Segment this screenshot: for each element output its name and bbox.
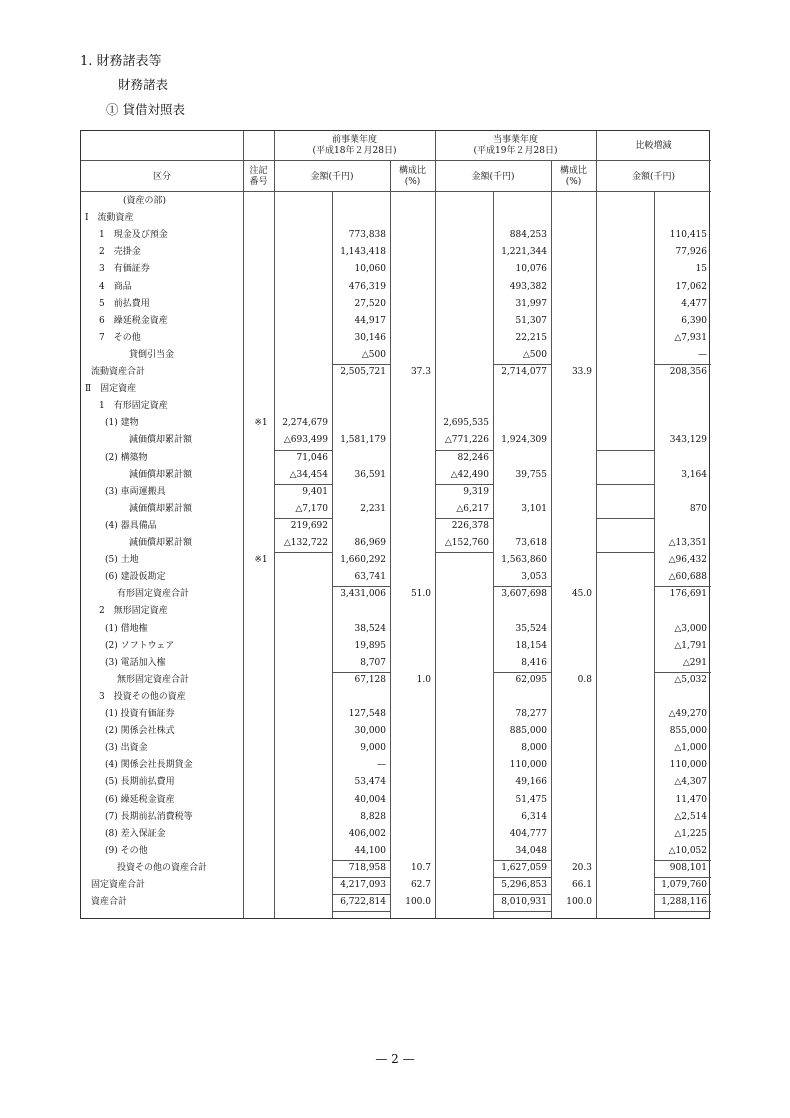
group-rule xyxy=(435,450,493,451)
row-label: 7 その他 xyxy=(99,332,141,343)
group-rule xyxy=(274,450,332,451)
amount-cell: 86,969 xyxy=(354,538,386,548)
amount-cell: 1,143,418 xyxy=(340,247,386,258)
amount-cell: 110,000 xyxy=(509,760,547,771)
table-row xyxy=(81,621,711,638)
amount-cell: △1,225 xyxy=(674,828,707,839)
ratio-cell: 66.1 xyxy=(571,880,592,890)
amount-cell: — xyxy=(698,349,707,360)
amount-cell: △6,217 xyxy=(456,503,489,514)
amount-cell: △60,688 xyxy=(668,572,707,583)
row-label: 6 繰延税金資産 xyxy=(99,315,168,326)
amount-cell: 8,010,931 xyxy=(501,897,547,908)
table-row xyxy=(81,501,711,518)
amount-cell: 404,777 xyxy=(509,828,547,839)
row-label: 投資その他の資産合計 xyxy=(117,862,208,873)
row-label: (2) 構築物 xyxy=(105,452,148,463)
table-row xyxy=(81,774,711,791)
table-row xyxy=(81,227,711,244)
amount-cell: △152,760 xyxy=(444,538,489,548)
table-row xyxy=(81,655,711,672)
note-ref: ※1 xyxy=(254,555,268,566)
section-heading: 1. 財務諸表等 xyxy=(80,54,162,69)
row-label: 貸倒引当金 xyxy=(129,349,175,360)
table-row xyxy=(81,210,711,227)
amount-cell: 1,660,292 xyxy=(340,555,386,566)
row-label: Ⅱ 固定資産 xyxy=(85,384,137,395)
total-rule xyxy=(493,672,551,673)
amount-cell: △1,791 xyxy=(674,640,707,651)
amount-cell: 3,607,698 xyxy=(501,589,547,600)
amount-cell: 3,164 xyxy=(681,469,707,480)
amount-cell: 493,382 xyxy=(509,281,547,292)
ratio-cell: 51.0 xyxy=(410,589,431,600)
table-row xyxy=(81,535,711,552)
amount-cell: 2,695,535 xyxy=(443,418,489,429)
group-rule xyxy=(596,484,654,485)
amount-cell: 39,755 xyxy=(515,469,547,480)
row-label: 減価償却累計額 xyxy=(129,538,193,548)
amount-cell: 1,924,309 xyxy=(501,435,547,446)
amount-cell: 51,307 xyxy=(515,315,547,326)
header-curr-period xyxy=(435,135,596,157)
amount-cell: 2,505,721 xyxy=(340,367,386,377)
amount-cell: 62,095 xyxy=(515,674,547,685)
table-row xyxy=(81,672,711,689)
row-label: (2) ソフトウェア xyxy=(105,640,175,651)
amount-cell: 1,627,059 xyxy=(501,862,547,873)
amount-cell: 5,296,853 xyxy=(501,880,547,890)
amount-cell: △96,432 xyxy=(668,555,707,566)
table-row xyxy=(81,894,711,911)
amount-cell: △2,514 xyxy=(674,811,707,822)
statement-title: ① 貸借対照表 xyxy=(106,102,185,117)
total-rule xyxy=(654,911,711,912)
row-label: Ⅰ 流動資産 xyxy=(85,213,134,224)
total-rule xyxy=(332,586,390,587)
table-row xyxy=(81,569,711,586)
curr-period-date: (平成19年２月28日) xyxy=(473,146,558,156)
total-rule xyxy=(332,894,390,895)
amount-cell: △42,490 xyxy=(450,469,489,480)
amount-cell: 908,101 xyxy=(669,862,707,873)
table-row xyxy=(81,193,711,210)
table-row xyxy=(81,432,711,449)
table-row xyxy=(81,450,711,467)
amount-cell: 884,253 xyxy=(509,230,547,241)
amount-cell: 8,828 xyxy=(360,811,386,822)
amount-cell: △291 xyxy=(682,657,707,668)
total-rule xyxy=(493,586,551,587)
table-row xyxy=(81,415,711,432)
amount-cell: 27,520 xyxy=(354,298,386,309)
header-category: 区分 xyxy=(152,172,171,182)
amount-cell: 22,215 xyxy=(515,332,547,343)
amount-cell: 8,707 xyxy=(360,657,386,668)
amount-cell: 35,524 xyxy=(515,623,547,634)
row-label: (3) 車両運搬具 xyxy=(105,486,166,497)
amount-cell: 208,356 xyxy=(669,367,707,377)
subsection-heading: 財務諸表 xyxy=(118,77,169,92)
amount-cell: 34,048 xyxy=(515,845,547,856)
total-rule xyxy=(654,672,711,673)
header-curr-ratio: 構成比(%) xyxy=(559,166,587,187)
total-rule xyxy=(332,364,390,365)
amount-cell: 63,741 xyxy=(354,572,386,583)
row-label: (6) 繰延税金資産 xyxy=(105,794,175,805)
amount-cell: 1,288,116 xyxy=(661,897,707,908)
total-rule xyxy=(332,877,390,878)
amount-cell: 4,217,093 xyxy=(340,880,386,890)
row-label: (3) 出資金 xyxy=(105,743,148,754)
ratio-cell: 20.3 xyxy=(571,862,592,873)
amount-cell: △3,000 xyxy=(674,623,707,634)
amount-cell: △34,454 xyxy=(289,469,328,480)
amount-cell: 53,474 xyxy=(354,777,386,788)
amount-cell: △132,722 xyxy=(283,538,328,548)
total-rule xyxy=(654,586,711,587)
total-rule xyxy=(332,911,390,912)
amount-cell: 78,277 xyxy=(515,709,547,719)
amount-cell: 11,470 xyxy=(675,794,707,805)
amount-cell: △13,351 xyxy=(668,538,707,548)
amount-cell: 226,378 xyxy=(451,520,489,531)
ratio-cell: 100.0 xyxy=(405,897,431,908)
table-row xyxy=(81,398,711,415)
amount-cell: 10,060 xyxy=(354,264,386,275)
amount-cell: 15 xyxy=(695,264,707,275)
table-row xyxy=(81,689,711,706)
row-label: 有形固定資産合計 xyxy=(117,589,190,600)
table-row xyxy=(81,244,711,261)
amount-cell: 82,246 xyxy=(457,452,489,463)
row-label: (4) 関係会社長期貸金 xyxy=(105,760,193,771)
row-label: 減価償却累計額 xyxy=(129,435,193,446)
amount-cell: 30,146 xyxy=(354,332,386,343)
row-label: (4) 器具備品 xyxy=(105,520,157,531)
amount-cell: 9,401 xyxy=(302,486,328,497)
amount-cell: △500 xyxy=(361,349,386,360)
amount-cell: △1,000 xyxy=(674,743,707,754)
amount-cell: 19,895 xyxy=(354,640,386,651)
total-rule xyxy=(493,860,551,861)
table-row xyxy=(81,484,711,501)
amount-cell: 9,319 xyxy=(463,486,489,497)
table-row xyxy=(81,364,711,381)
group-rule xyxy=(596,450,654,451)
total-rule xyxy=(654,860,711,861)
amount-cell: 1,221,344 xyxy=(501,247,547,258)
amount-cell: 773,838 xyxy=(348,230,386,241)
total-rule xyxy=(332,860,390,861)
ratio-cell: 0.8 xyxy=(577,674,592,685)
prev-period-date: (平成18年２月28日) xyxy=(312,146,397,156)
total-rule xyxy=(493,877,551,878)
amount-cell: 44,917 xyxy=(354,315,386,326)
row-label: (9) その他 xyxy=(105,845,148,856)
table-row xyxy=(81,586,711,603)
table-row xyxy=(81,638,711,655)
amount-cell: △7,931 xyxy=(674,332,707,343)
amount-cell: 9,000 xyxy=(360,743,386,754)
row-label: (5) 土地 xyxy=(105,555,139,566)
header-prev-ratio: 構成比(%) xyxy=(398,166,426,187)
ratio-cell: 10.7 xyxy=(410,862,431,873)
table-row xyxy=(81,279,711,296)
amount-cell: 476,319 xyxy=(348,281,386,292)
ratio-cell: 45.0 xyxy=(571,589,592,600)
row-label: 5 前払費用 xyxy=(99,298,150,309)
amount-cell: △7,170 xyxy=(295,503,328,514)
ratio-cell: 100.0 xyxy=(566,897,592,908)
row-label: 流動資産合計 xyxy=(91,367,146,377)
amount-cell: 1,079,760 xyxy=(661,880,707,890)
amount-cell: △4,307 xyxy=(674,777,707,788)
header-note-no: 注記番号 xyxy=(249,166,268,187)
total-rule xyxy=(654,364,711,365)
amount-cell: 67,128 xyxy=(354,674,386,685)
row-label: 1 有形固定資産 xyxy=(99,401,168,412)
amount-cell: 110,415 xyxy=(669,230,707,241)
table-row xyxy=(81,877,711,894)
row-label: (1) 借地権 xyxy=(105,623,148,634)
amount-cell: 1,563,860 xyxy=(501,555,547,566)
table-row xyxy=(81,330,711,347)
amount-cell: △771,226 xyxy=(444,435,489,446)
row-label: 減価償却累計額 xyxy=(129,503,193,514)
amount-cell: 8,000 xyxy=(521,743,547,754)
row-label: (2) 関係会社株式 xyxy=(105,726,175,737)
table-row xyxy=(81,347,711,364)
row-label: 3 投資その他の資産 xyxy=(99,691,186,702)
group-rule xyxy=(274,552,332,553)
note-ref: ※1 xyxy=(254,418,268,429)
row-label: (3) 電話加入権 xyxy=(105,657,166,668)
row-label: 1 現金及び預金 xyxy=(99,230,168,241)
amount-cell: 73,618 xyxy=(515,538,547,548)
amount-cell: 219,692 xyxy=(290,520,328,531)
row-label: (6) 建設仮勘定 xyxy=(105,572,166,583)
group-rule xyxy=(274,484,332,485)
table-row xyxy=(81,552,711,569)
group-rule xyxy=(435,518,493,519)
table-row xyxy=(81,826,711,843)
group-rule xyxy=(274,518,332,519)
amount-cell: 406,002 xyxy=(348,828,386,839)
amount-cell: 3,101 xyxy=(521,503,547,514)
header-change-amount: 金額(千円) xyxy=(631,172,676,182)
row-label: (1) 投資有価証券 xyxy=(105,709,175,719)
amount-cell: 1,581,179 xyxy=(340,435,386,446)
total-rule xyxy=(654,877,711,878)
curr-period-label: 当事業年度 xyxy=(492,135,538,145)
table-row xyxy=(81,740,711,757)
total-rule xyxy=(493,894,551,895)
table-row xyxy=(81,518,711,535)
amount-cell: 2,231 xyxy=(360,503,386,514)
ratio-cell: 33.9 xyxy=(571,367,592,377)
amount-cell: 36,591 xyxy=(354,469,386,480)
row-label: 2 売掛金 xyxy=(99,247,141,258)
amount-cell: 49,166 xyxy=(515,777,547,788)
amount-cell: △10,052 xyxy=(668,845,707,856)
row-label: 減価償却累計額 xyxy=(129,469,193,480)
ratio-cell: 37.3 xyxy=(410,367,431,377)
table-row xyxy=(81,381,711,398)
row-label: 資産合計 xyxy=(91,897,128,908)
row-label: (8) 差入保証金 xyxy=(105,828,166,839)
header-divider xyxy=(81,160,711,161)
amount-cell: 6,314 xyxy=(521,811,547,822)
amount-cell: 127,548 xyxy=(348,709,386,719)
row-label: 2 無形固定資産 xyxy=(99,606,168,617)
header-bottom xyxy=(81,191,711,192)
total-rule xyxy=(493,911,551,912)
amount-cell: 77,926 xyxy=(675,247,707,258)
row-label: (7) 長期前払消費税等 xyxy=(105,811,193,822)
amount-cell: △500 xyxy=(522,349,547,360)
amount-cell: 718,958 xyxy=(348,862,386,873)
table-row xyxy=(81,723,711,740)
amount-cell: 2,714,077 xyxy=(501,367,547,377)
header-curr-amount: 金額(千円) xyxy=(471,172,515,182)
table-row xyxy=(81,809,711,826)
amount-cell: △5,032 xyxy=(674,674,707,685)
table-row xyxy=(81,313,711,330)
table-row xyxy=(81,860,711,877)
amount-cell: 30,000 xyxy=(354,726,386,737)
amount-cell: 40,004 xyxy=(354,794,386,805)
balance-sheet-table xyxy=(80,130,710,919)
table-row xyxy=(81,603,711,620)
amount-cell: 44,100 xyxy=(354,845,386,856)
amount-cell: — xyxy=(377,760,386,771)
amount-cell: 176,691 xyxy=(669,589,707,600)
row-label: (資産の部) xyxy=(123,196,167,206)
amount-cell: 18,154 xyxy=(515,640,547,651)
amount-cell: 51,475 xyxy=(515,794,547,805)
table-row xyxy=(81,261,711,278)
table-row xyxy=(81,706,711,723)
ratio-cell: 1.0 xyxy=(416,674,431,685)
ratio-cell: 62.7 xyxy=(410,880,431,890)
row-label: (1) 建物 xyxy=(105,418,139,429)
row-label: 4 商品 xyxy=(99,281,132,292)
amount-cell: 8,416 xyxy=(521,657,547,668)
total-rule xyxy=(332,672,390,673)
row-label: (5) 長期前払費用 xyxy=(105,777,175,788)
group-rule xyxy=(435,552,493,553)
table-row xyxy=(81,843,711,860)
total-rule xyxy=(654,894,711,895)
amount-cell: 110,000 xyxy=(669,760,707,771)
amount-cell: 3,053 xyxy=(521,572,547,583)
row-label: 3 有価証券 xyxy=(99,264,150,275)
table-row xyxy=(81,296,711,313)
amount-cell: 4,477 xyxy=(681,298,707,309)
amount-cell: 6,722,814 xyxy=(340,897,386,908)
amount-cell: 885,000 xyxy=(509,726,547,737)
amount-cell: 10,076 xyxy=(515,264,547,275)
header-prev-period xyxy=(274,135,435,157)
table-row xyxy=(81,792,711,809)
prev-period-label: 前事業年度 xyxy=(331,135,377,145)
group-rule xyxy=(596,552,654,553)
amount-cell: △693,499 xyxy=(283,435,328,446)
amount-cell: △49,270 xyxy=(668,709,707,719)
amount-cell: 6,390 xyxy=(681,315,707,326)
amount-cell: 38,524 xyxy=(354,623,386,634)
table-row xyxy=(81,467,711,484)
amount-cell: 17,062 xyxy=(675,281,707,292)
amount-cell: 71,046 xyxy=(296,452,328,463)
header-prev-amount: 金額(千円) xyxy=(310,172,354,182)
amount-cell: 870 xyxy=(689,503,707,514)
group-rule xyxy=(435,484,493,485)
page-number: — 2 — xyxy=(375,1052,415,1066)
amount-cell: 31,997 xyxy=(515,298,547,309)
amount-cell: 855,000 xyxy=(669,726,707,737)
amount-cell: 3,431,006 xyxy=(340,589,386,600)
group-rule xyxy=(596,518,654,519)
row-label: 固定資産合計 xyxy=(91,880,146,890)
table-row xyxy=(81,757,711,774)
row-label: 無形固定資産合計 xyxy=(117,674,190,685)
total-rule xyxy=(493,364,551,365)
amount-cell: 343,129 xyxy=(669,435,707,446)
amount-cell: 2,274,679 xyxy=(282,418,328,429)
header-change: 比較増減 xyxy=(635,141,672,151)
